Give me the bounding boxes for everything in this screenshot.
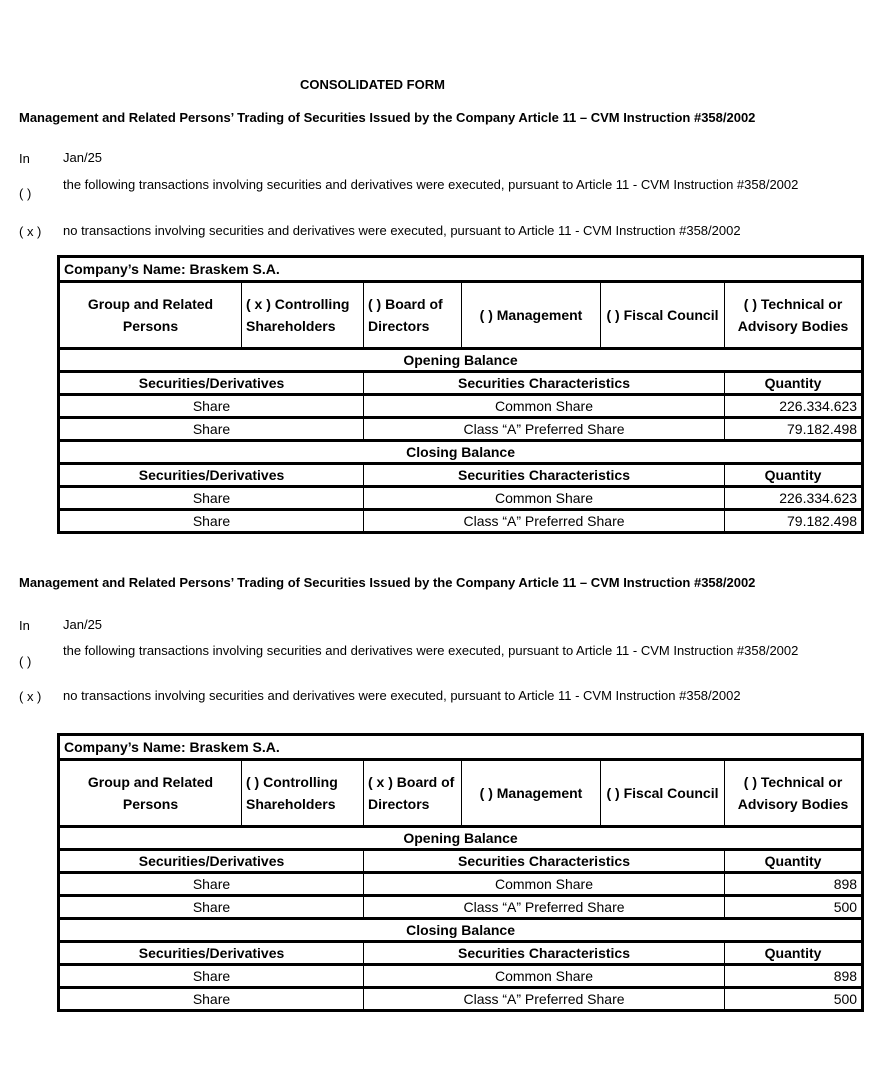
section-1-option2-text: no transactions involving securities and derivatives were executed, pursuant to Article 11 - CVM Instruction #358/2002 [63,223,741,238]
table-row [60,510,862,532]
section-1-option1-mark: ( ) [19,186,32,201]
table-row [60,965,862,988]
section-2-option2-mark: ( x ) [19,689,42,704]
fiscal-council-option: ( ) Fiscal Council [601,282,725,349]
section-1-heading: Management and Related Persons’ Trading of Securities Issued by the Company Article 11 – CVM Instruction #358/2002 [19,110,756,125]
opening-balance-title: Opening Balance [60,827,862,850]
security-cell: Share [60,510,364,532]
quantity-cell: 500 [725,896,862,919]
table-row [60,395,862,418]
col-quantity-header: Quantity [725,464,862,487]
section-2-option1-mark: ( ) [19,654,32,669]
quantity-cell: 226.334.623 [725,487,862,510]
col-securities-header: Securities/Derivatives [60,850,364,873]
table-row [60,487,862,510]
group-label: Group and Related Persons [60,760,242,827]
characteristics-cell: Class “A” Preferred Share [364,418,725,441]
section-1-option1-text: the following transactions involving securities and derivatives were executed, pursuant to Article 11 - CVM Instruction #358/2002 [63,177,799,192]
table-row [60,988,862,1010]
security-cell: Share [60,965,364,988]
security-cell: Share [60,395,364,418]
form-title: CONSOLIDATED FORM [300,77,445,92]
characteristics-cell: Class “A” Preferred Share [364,896,725,919]
section-1-table [59,257,862,532]
characteristics-cell: Common Share [364,395,725,418]
opening-balance-title: Opening Balance [60,349,862,372]
quantity-cell: 79.182.498 [725,418,862,441]
col-securities-header: Securities/Derivatives [60,372,364,395]
board-of-directors-option: ( x ) Board of Directors [364,760,462,827]
table-row [60,873,862,896]
management-option: ( ) Management [462,282,601,349]
quantity-cell: 500 [725,988,862,1010]
quantity-cell: 79.182.498 [725,510,862,532]
closing-balance-title: Closing Balance [60,919,862,942]
security-cell: Share [60,896,364,919]
col-quantity-header: Quantity [725,942,862,965]
section-2-option2-text: no transactions involving securities and derivatives were executed, pursuant to Article 11 - CVM Instruction #358/2002 [63,688,741,703]
security-cell: Share [60,988,364,1010]
section-2-table [59,735,862,1010]
section-2-option1-text: the following transactions involving securities and derivatives were executed, pursuant to Article 11 - CVM Instruction #358/2002 [63,643,799,658]
characteristics-cell: Class “A” Preferred Share [364,510,725,532]
characteristics-cell: Common Share [364,965,725,988]
group-label: Group and Related Persons [60,282,242,349]
management-option: ( ) Management [462,760,601,827]
table-row [60,418,862,441]
col-characteristics-header: Securities Characteristics [364,464,725,487]
section-1-period: Jan/25 [63,150,103,165]
col-characteristics-header: Securities Characteristics [364,372,725,395]
security-cell: Share [60,418,364,441]
technical-bodies-option: ( ) Technical or Advisory Bodies [725,282,862,349]
table-row [60,896,862,919]
col-quantity-header: Quantity [725,850,862,873]
section-1-option2-mark: ( x ) [19,224,42,239]
technical-bodies-option: ( ) Technical or Advisory Bodies [725,760,862,827]
col-quantity-header: Quantity [725,372,862,395]
controlling-shareholders-option: ( x ) Controlling Shareholders [242,282,364,349]
security-cell: Share [60,873,364,896]
col-securities-header: Securities/Derivatives [60,464,364,487]
section-2-in-label: In [19,618,30,633]
col-securities-header: Securities/Derivatives [60,942,364,965]
section-1-in-label: In [19,151,30,166]
security-cell: Share [60,487,364,510]
section-2-heading: Management and Related Persons’ Trading of Securities Issued by the Company Article 11 – CVM Instruction #358/2002 [19,575,756,590]
company-name: Company’s Name: Braskem S.A. [60,258,862,282]
controlling-shareholders-option: ( ) Controlling Shareholders [242,760,364,827]
col-characteristics-header: Securities Characteristics [364,942,725,965]
company-name: Company’s Name: Braskem S.A. [60,736,862,760]
fiscal-council-option: ( ) Fiscal Council [601,760,725,827]
col-characteristics-header: Securities Characteristics [364,850,725,873]
characteristics-cell: Class “A” Preferred Share [364,988,725,1010]
characteristics-cell: Common Share [364,873,725,896]
characteristics-cell: Common Share [364,487,725,510]
quantity-cell: 898 [725,873,862,896]
section-2-period: Jan/25 [63,617,103,632]
quantity-cell: 898 [725,965,862,988]
board-of-directors-option: ( ) Board of Directors [364,282,462,349]
quantity-cell: 226.334.623 [725,395,862,418]
closing-balance-title: Closing Balance [60,441,862,464]
